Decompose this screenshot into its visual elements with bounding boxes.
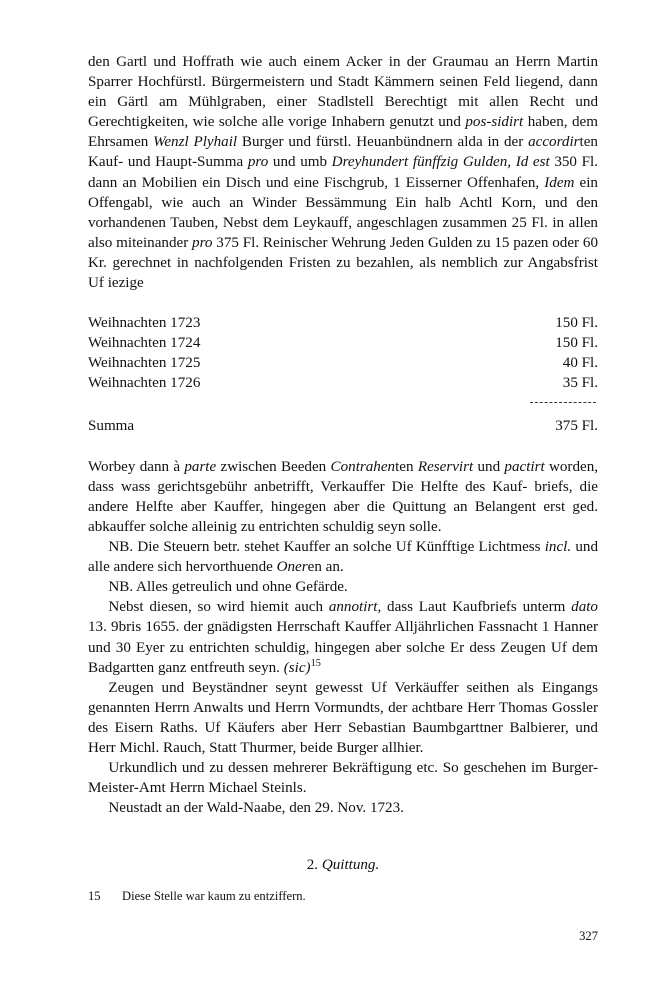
text-italic: Oner — [276, 559, 308, 576]
text-line: Neustadt an der Wald-Naabe, den 29. Nov. 1723. — [108, 800, 404, 817]
text-line: en an. — [307, 559, 344, 576]
text-line: Zeugen Uf dem Badgartten ganz entfreuth seyn. — [88, 639, 598, 676]
paragraph-nb-taxes — [88, 537, 598, 577]
text-italic: sidirt — [491, 114, 524, 131]
text-line: alda in der — [457, 134, 529, 151]
text-line: 1 Eisserner Offenhafen, — [393, 174, 545, 191]
table-row — [88, 313, 598, 333]
paragraph-witnesses — [88, 678, 598, 758]
schedule-term-label: Weihnachten 1723 — [88, 315, 201, 332]
paragraph-annotation — [88, 597, 598, 677]
schedule-term-amount: 150 Fl. — [555, 335, 598, 352]
text-line: 13. 9bris 1655. der gnädigsten Herrschaft Kauffer Alljährlichen Fassnacht — [88, 619, 538, 636]
text-line: ein Offengabl, wie auch an Winder Bessämmung — [88, 174, 598, 211]
payment-schedule-body — [88, 313, 598, 436]
paragraph-place-date — [88, 798, 598, 818]
text-line: Fristen zu bezahlen, als nemblich zur Angabsfrist Uf iezige — [88, 254, 598, 292]
document-body — [88, 52, 598, 818]
text-line: genannten Herrn Anwalts und Herrn Vormundts, der achtbare Herr Thomas — [88, 699, 548, 716]
paragraph-nb-faith — [88, 577, 598, 597]
text-line: ten Kauf- und Haupt-Summa — [88, 134, 598, 171]
text-line: erst ged. abkauffer solche alleinig zu entrichten schuldig seyn solle. — [88, 498, 598, 535]
text-line: ten — [395, 458, 418, 475]
text-line: 375 Fl. Reinischer — [212, 234, 328, 251]
text-italic: pos- — [465, 114, 492, 131]
text-italic: Wenzl Plyhail — [153, 134, 238, 151]
text-line: 1 Hanner und 30 Eyer zu entrichten schuldig, hingegen aber solche Er dess — [88, 619, 598, 656]
text-line: Worbey dann à — [88, 458, 185, 475]
schedule-term-label: Weihnachten 1725 — [88, 355, 201, 372]
section-heading-number: 2. — [306, 857, 322, 874]
text-italic: fünffzig Gulden, Id est — [412, 154, 550, 171]
text-italic: incl. — [544, 539, 572, 556]
section-heading-title: Quittung. — [321, 857, 380, 874]
text-italic: accordir — [528, 134, 580, 151]
paragraph-court-fees — [88, 457, 598, 537]
footnote-15 — [88, 888, 598, 905]
text-italic: pro — [247, 154, 269, 171]
schedule-term-amount: 150 Fl. — [555, 315, 598, 332]
text-italic: Idem — [544, 174, 575, 191]
text-italic: parte — [184, 458, 217, 475]
footnote-reference-15[interactable]: 15 — [310, 657, 321, 669]
schedule-total-amount: 375 Fl. — [555, 417, 598, 434]
table-row — [88, 353, 598, 373]
text-line: briefs, die andere Helfte aber Kauffer, hingegen aber die Quittung an Belangent — [88, 478, 598, 515]
schedule-term-label: Weihnachten 1726 — [88, 375, 201, 392]
text-italic: pro — [192, 234, 213, 251]
table-row — [88, 333, 598, 353]
text-italic: (sic) — [283, 659, 311, 676]
page-number: 327 — [579, 929, 598, 943]
spacer — [88, 436, 598, 457]
text-italic: dato — [571, 599, 598, 616]
text-line: 350 Fl. dann an Mobilien ein Disch und eine Fischgrub, — [88, 154, 598, 191]
schedule-term-label: Weihnachten 1724 — [88, 335, 201, 352]
schedule-total-row — [88, 414, 598, 436]
text-line: Nebst diesen, so wird hiemit auch — [108, 599, 329, 616]
schedule-term-amount: 40 Fl. — [562, 355, 598, 372]
text-line: NB. Alles getreulich und ohne Gefärde. — [108, 579, 348, 596]
text-line: Recht und Gerechtigkeiten, wie solche alle vorige Inhabern genutzt und — [88, 94, 598, 131]
payment-schedule-table — [88, 313, 598, 436]
text-italic: Dreyhundert — [331, 154, 409, 171]
text-italic: annotirt, — [328, 599, 382, 616]
schedule-separator-row — [88, 394, 598, 414]
text-line: angeschlagen zusammen 25 Fl. in allen also miteinander — [88, 214, 598, 251]
text-line: Ein halb Achtl Korn, und den vorhandenen Tauben, Nebst dem Leykauff, — [88, 194, 598, 231]
text-line: und umb — [268, 154, 332, 171]
text-line: liegend, dann ein Gärtl am Mühlgraben, einer Stadlstell Berechtigt mit allen — [88, 74, 598, 111]
text-line: Balbierer, und Herr Michl. Rauch, Statt Thurmer, beide Burger allhier. — [88, 719, 598, 756]
table-row — [88, 373, 598, 393]
paragraph-attestation — [88, 758, 598, 798]
dashed-rule — [530, 402, 596, 403]
text-line: Burger und fürstl. Heuanbündnern — [237, 134, 453, 151]
text-line: worden, dass wass gerichtsgebühr anbetrifft, Verkauffer Die Helfte des Kauf- — [88, 458, 599, 495]
schedule-separator-spacer — [88, 394, 406, 414]
paragraph-sale-terms — [88, 52, 598, 293]
footnote-text: Diese Stelle war kaum zu entziffern. — [122, 889, 306, 903]
text-line: den Gartl und Hoffrath wie auch einem Acker in der Graumau an Herrn — [88, 54, 551, 70]
schedule-separator-rule — [406, 394, 598, 414]
text-line: dass Laut Kaufbriefs unterm — [381, 599, 566, 616]
text-italic: pactirt — [504, 458, 545, 475]
text-italic: Reservirt — [417, 458, 474, 475]
schedule-term-amount: 35 Fl. — [562, 375, 598, 392]
text-line: und alle andere sich hervorthuende — [88, 539, 599, 576]
text-line: zwischen Beeden — [216, 458, 331, 475]
text-line: Urkundlich und zu dessen mehrerer Bekräftigung etc. So geschehen im — [108, 760, 547, 777]
text-line: Burger-Meister-Amt Herrn Michael Steinls. — [88, 760, 598, 797]
text-line: Martin Sparrer Hochfürstl. Bürgermeistern und Stadt Kämmern seinen Feld — [88, 54, 598, 91]
text-line: Wehrung Jeden Gulden zu 15 pazen oder 60 Kr. gerechnet in nachfolgenden — [88, 234, 598, 271]
text-line: und — [473, 458, 505, 475]
text-line: NB. Die Steuern betr. stehet Kauffer an solche Uf Künfftige Lichtmess — [108, 539, 545, 556]
footnote-area — [88, 888, 598, 905]
footnote-number: 15 — [88, 889, 101, 903]
schedule-total-label: Summa — [88, 417, 135, 434]
text-line: haben, dem Ehrsamen — [88, 114, 598, 151]
text-line: Gossler des Eisern Raths. Uf Käufers aber Herr Sebastian Baumbgarttner — [88, 699, 598, 736]
text-italic: Contrahen — [330, 458, 396, 475]
text-line: Zeugen und Beyständner seynt gewesst Uf Verkäuffer seithen als Eingangs — [108, 679, 598, 696]
section-heading-quittung — [88, 855, 598, 875]
